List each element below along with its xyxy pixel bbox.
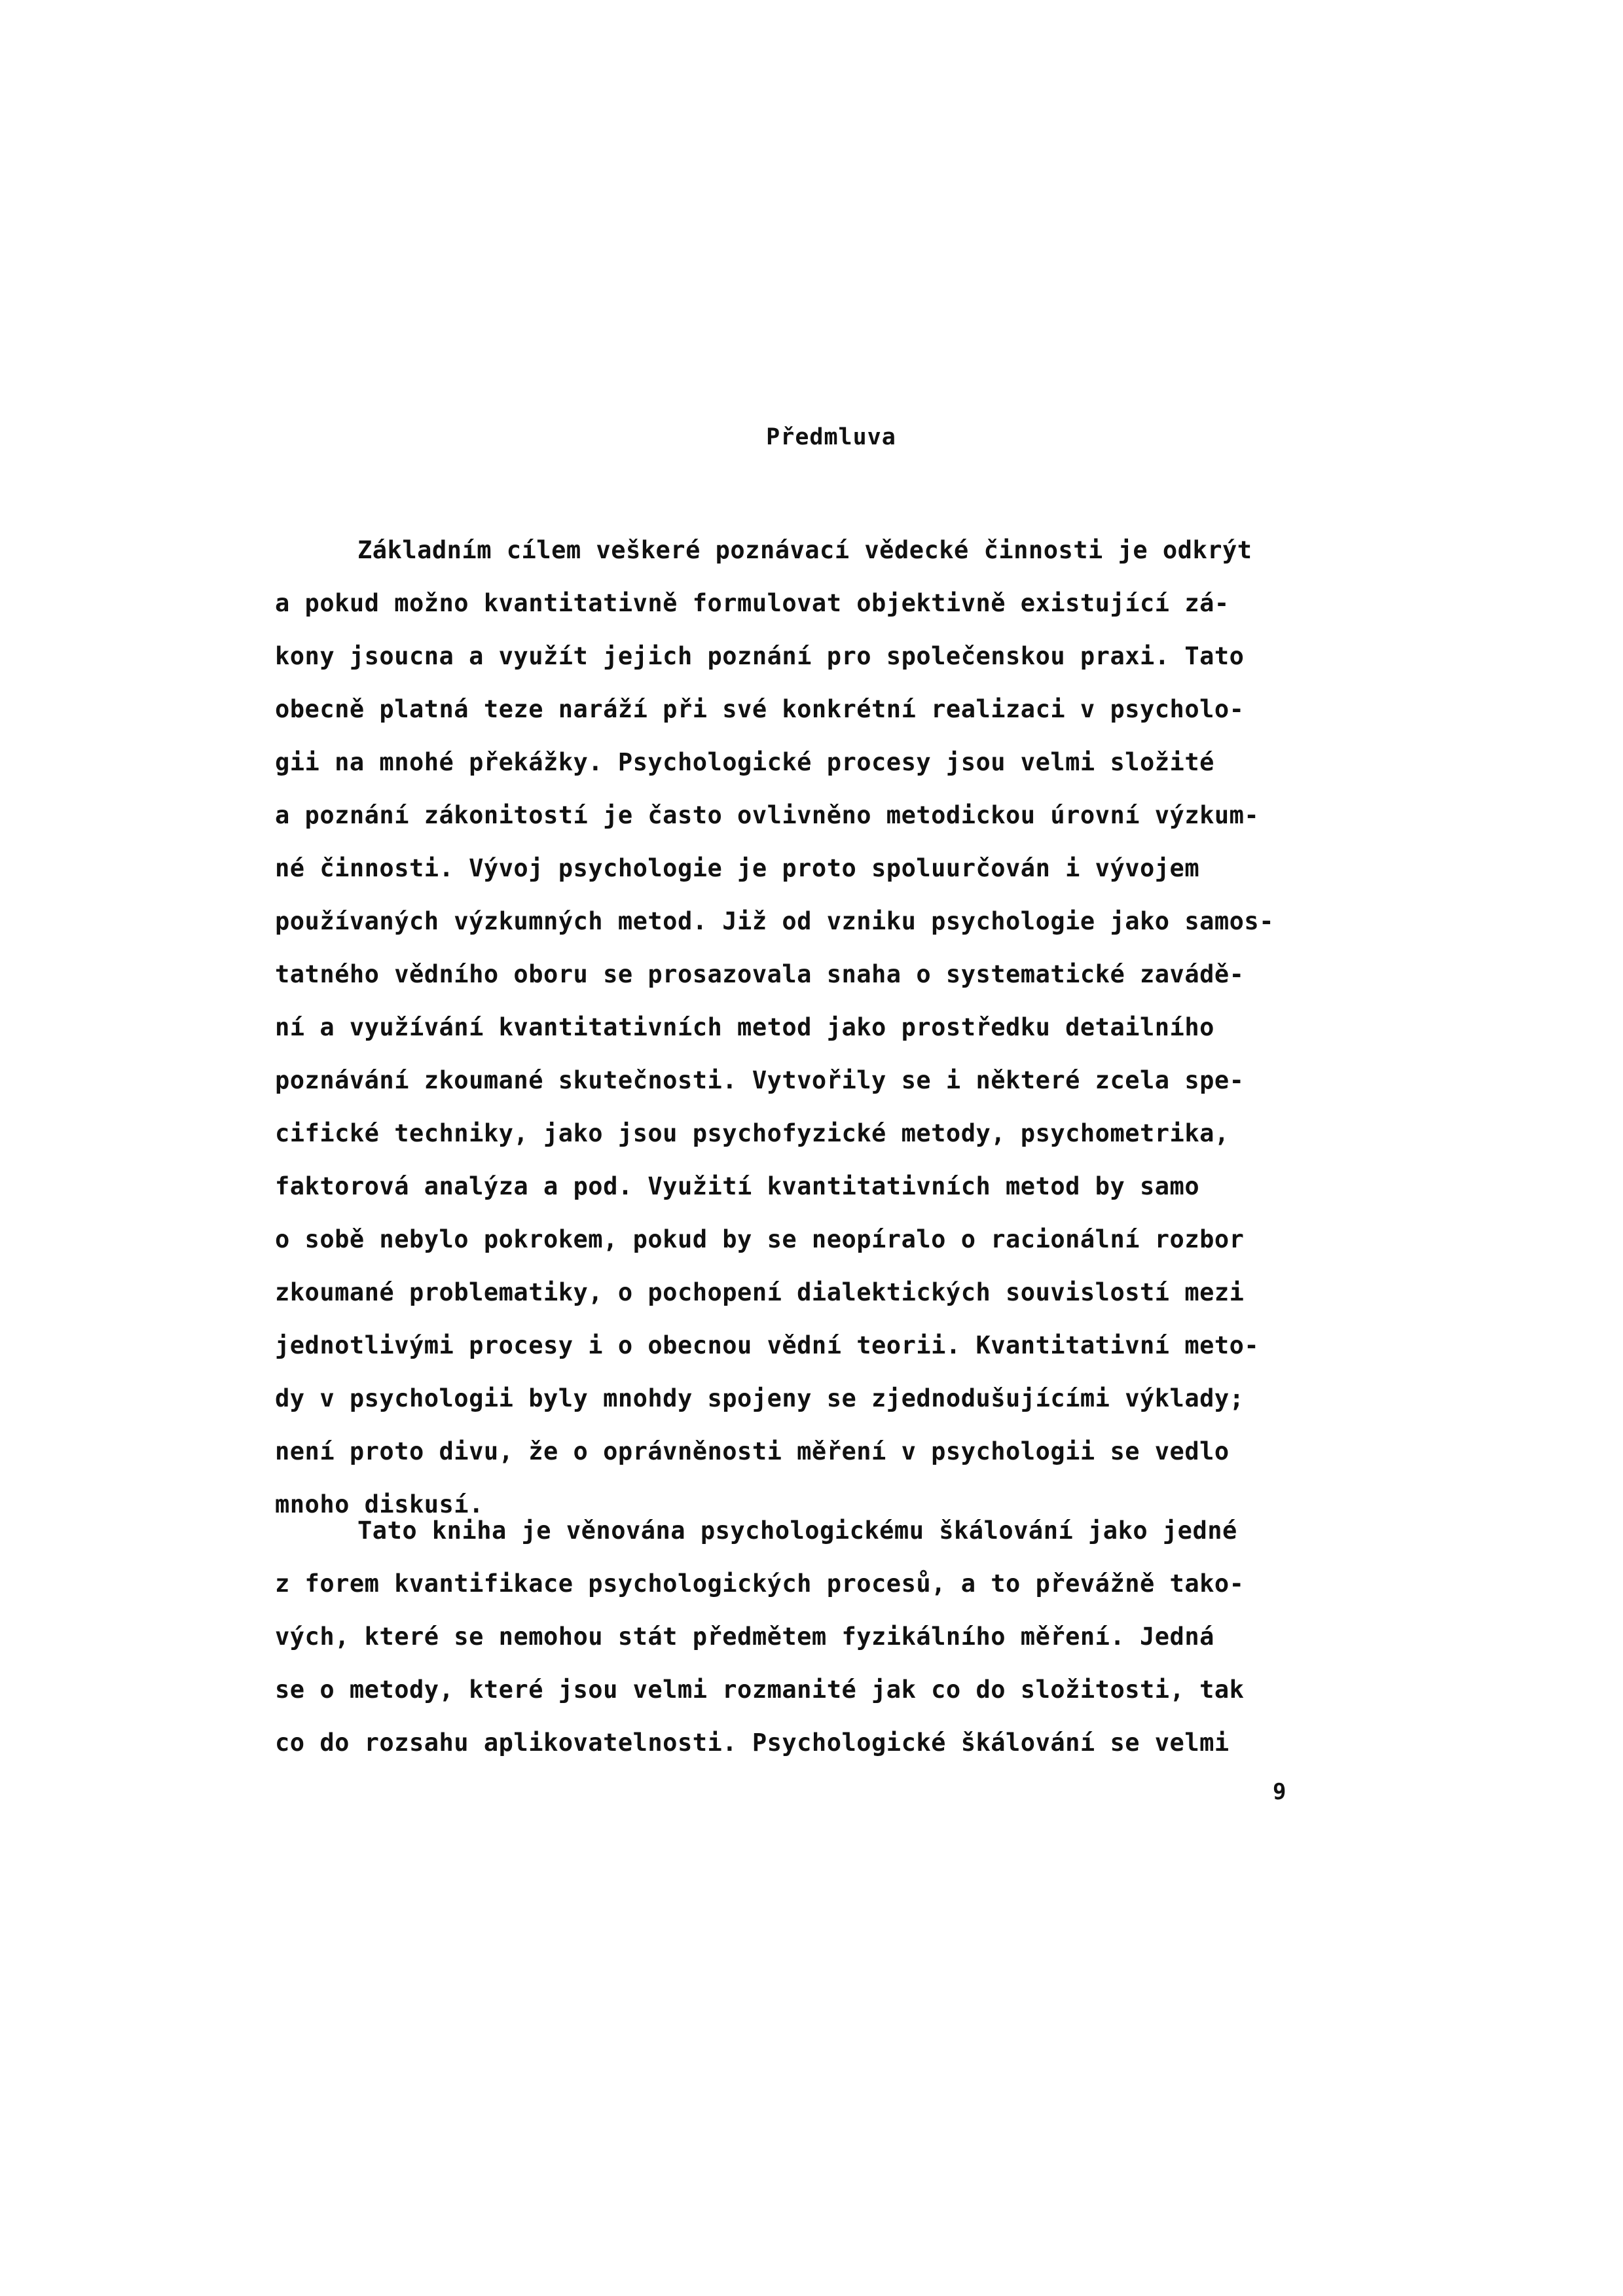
text-line: Tato kniha je věnována psychologickému škálování jako jedné [357, 1516, 1237, 1545]
text-line: co do rozsahu aplikovatelnosti. Psychologické škálování se velmi [275, 1729, 1230, 1757]
text-line: cifické techniky, jako jsou psychofyzické metody, psychometrika, [275, 1119, 1230, 1147]
text-line: vých, které se nemohou stát předmětem fyzikálního měření. Jedná [275, 1623, 1214, 1651]
text-line: a pokud možno kvantitativně formulovat objektivně existující zá- [275, 589, 1230, 617]
text-line: zkoumané problematiky, o pochopení dialektických souvislostí mezi [275, 1278, 1245, 1306]
text-line: není proto divu, že o oprávněnosti měření v psychologii se vedlo [275, 1437, 1230, 1465]
text-line: o sobě nebylo pokrokem, pokud by se neopíralo o racionální rozbor [275, 1225, 1245, 1253]
paragraph-1 [275, 524, 1349, 1531]
text-line: ní a využívání kvantitativních metod jako prostředku detailního [275, 1013, 1214, 1041]
text-line: tatného vědního oboru se prosazovala snaha o systematické zavádě- [275, 960, 1245, 988]
text-line: Základním cílem veškeré poznávací vědecké činnosti je odkrýt [357, 536, 1252, 564]
text-line: né činnosti. Vývoj psychologie je proto spoluurčován i vývojem [275, 854, 1200, 882]
page-number: 9 [1273, 1779, 1286, 1805]
paragraph-2 [275, 1504, 1349, 1769]
text-line: z forem kvantifikace psychologických procesů, a to převážně tako- [275, 1570, 1245, 1598]
text-line: a poznání zákonitostí je často ovlivněno metodickou úrovní výzkum- [275, 801, 1260, 829]
text-line: kony jsoucna a využít jejich poznání pro společenskou praxi. Tato [275, 642, 1245, 670]
text-line: obecně platná teze naráží při své konkrétní realizaci v psycholo- [275, 695, 1245, 723]
text-line: poznávání zkoumané skutečnosti. Vytvořily se i některé zcela spe- [275, 1066, 1245, 1094]
text-line: dy v psychologii byly mnohdy spojeny se zjednodušujícími výklady; [275, 1384, 1245, 1412]
page-title: Předmluva [766, 424, 896, 450]
text-line: se o metody, které jsou velmi rozmanité jak co do složitosti, tak [275, 1676, 1245, 1704]
text-line: gii na mnohé překážky. Psychologické procesy jsou velmi složité [275, 748, 1214, 776]
text-line: jednotlivými procesy i o obecnou vědní teorii. Kvantitativní meto- [275, 1331, 1260, 1359]
text-line: používaných výzkumných metod. Již od vzniku psychologie jako samos- [275, 907, 1274, 935]
text-line: faktorová analýza a pod. Využití kvantitativních metod by samo [275, 1172, 1200, 1200]
text-line: mnoho diskusí. [275, 1490, 484, 1518]
